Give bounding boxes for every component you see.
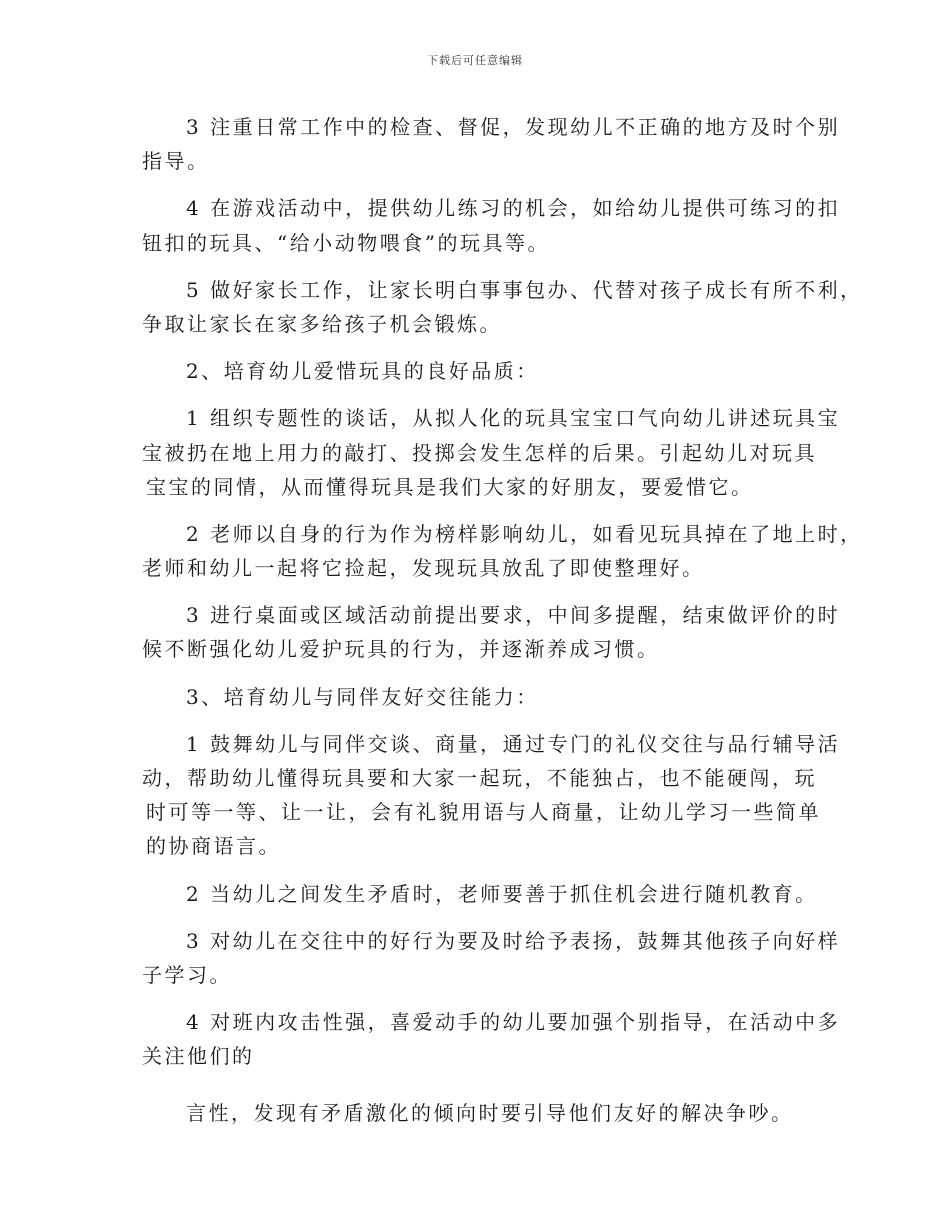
text-line: 3 对幼儿在交往中的好行为要及时给予表扬，鼓舞其他孩子向好样 [186,928,841,953]
text-line: 4 在游戏活动中，提供幼儿练习的机会，如给幼儿提供可练习的扣 [186,196,841,221]
text-line: 争取让家长在家多给孩子机会锻炼。 [142,311,502,336]
document-body [142,110,863,1130]
text-line: 3 进行桌面或区域活动前提出要求，中间多提醒，结束做评价的时 [186,603,841,628]
text-line: 动，帮助幼儿懂得玩具要和大家一起玩，不能独占，也不能硬闯，玩 [142,766,817,790]
text-line: 子学习。 [142,962,232,987]
text-line: 候不断强化幼儿爱护玩具的行为，并逐渐养成习惯。 [142,637,660,662]
text-line: 指导。 [142,149,210,174]
text-line: 钮扣的玩具、“给小动物喂食”的玩具等。 [142,230,550,255]
page-header: 下载后可任意编辑 [427,54,523,67]
text-line: 言性，发现有矛盾激化的倾向时要引导他们友好的解决争吵。 [186,1100,794,1125]
text-line: 3 注重日常工作中的检查、督促，发现幼儿不正确的地方及时个别 [186,115,841,139]
text-line: 宝被扔在地上用力的敲打、投掷会发生怎样的后果。引起幼儿对玩具 [142,440,817,465]
text-line: 老师和幼儿一起将它捡起，发现玩具放乱了即使整理好。 [142,556,705,581]
text-line: 2、培育幼儿爱惜玩具的良好品质： [186,359,539,384]
text-line: 1 组织专题性的谈话，从拟人化的玩具宝宝口气向幼儿讲述玩具宝 [186,406,841,431]
text-line: 5 做好家长工作，让家长明白事事包办、代替对孩子成长有所不利， [186,277,863,302]
text-line: 宝宝的同情，从而懂得玩具是我们大家的好朋友，要爱惜它。 [146,474,754,499]
text-line: 时可等一等、让一让，会有礼貌用语与人商量，让幼儿学习一些简单 [146,800,821,825]
text-line: 4 对班内攻击性强，喜爱动手的幼儿要加强个别指导，在活动中多 [186,1010,841,1035]
text-line: 3、培育幼儿与同伴友好交往能力： [186,684,539,709]
text-line: 1 鼓舞幼儿与同伴交谈、商量，通过专门的礼仪交往与品行辅导活 [186,731,841,756]
text-line: 的协商语言。 [146,834,281,859]
text-line: 2 老师以自身的行为作为榜样影响幼儿，如看见玩具掉在了地上时， [186,521,863,546]
text-line: 关注他们的 [142,1044,255,1069]
text-line: 2 当幼儿之间发生矛盾时，老师要善于抓住机会进行随机教育。 [186,881,818,906]
